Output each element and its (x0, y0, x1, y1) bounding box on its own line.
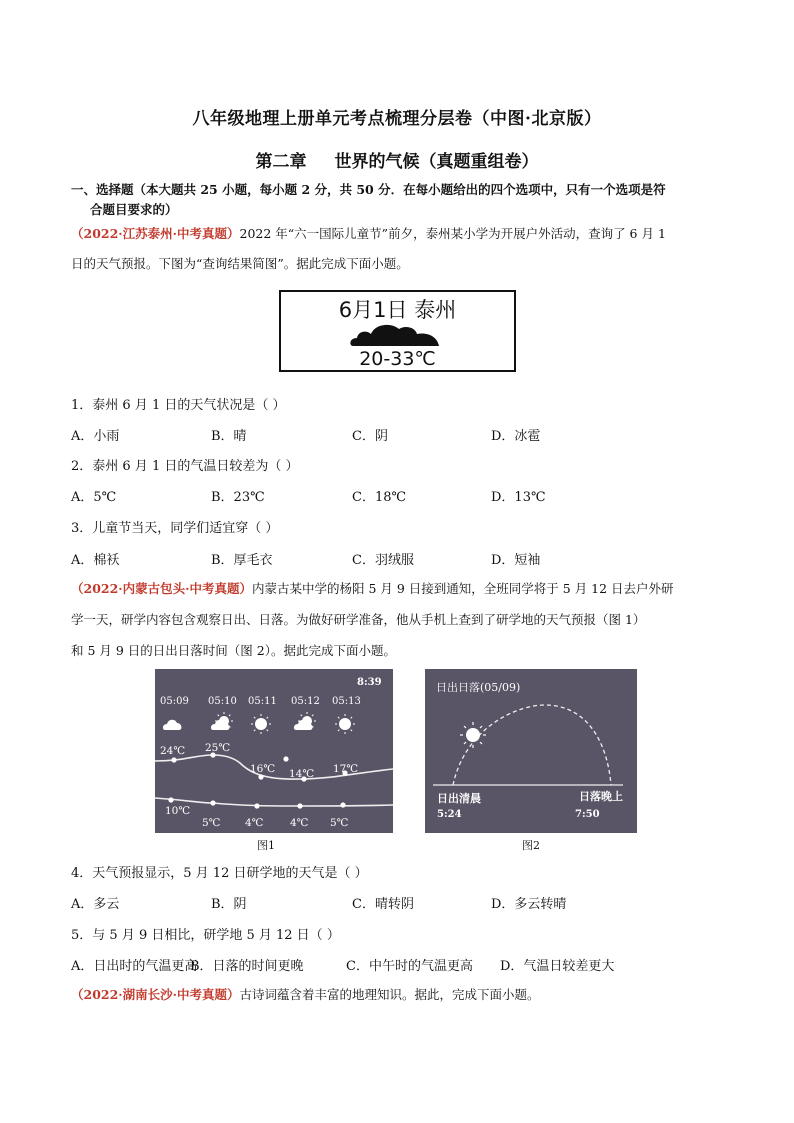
answer-option[interactable]: B．阴 (211, 897, 247, 912)
source-tag: （2022·湖南长沙·中考真题） (71, 987, 240, 1002)
sun-icon (460, 722, 486, 748)
answer-option[interactable]: C．羽绒服 (352, 553, 414, 568)
source-tag: （2022·内蒙古包头·中考真题） (71, 581, 252, 596)
section-heading-line1: 一、选择题（本大题共 25 小题，每小题 2 分，共 50 分．在每小题给出的四个选项中，只有一个选项是符 (71, 182, 666, 197)
fig2-caption: 图2 (522, 839, 540, 852)
block2-intro (71, 579, 731, 661)
forecast-time: 8:39 (357, 677, 382, 688)
answer-option[interactable]: D．13℃ (491, 490, 546, 505)
chapter-number: 第二章 (255, 152, 307, 172)
sunset-time: 7:50 (575, 809, 600, 820)
answer-option[interactable]: C．阴 (352, 429, 388, 444)
answer-option[interactable]: D．短袖 (491, 553, 541, 568)
high-temp-label: 24℃ (160, 745, 186, 757)
block2-text-line3: 和 5 月 9 日的日出日落时间（图 2）。据此完成下面小题。 (71, 643, 396, 658)
answer-option[interactable]: A．多云 (71, 897, 120, 912)
answer-option[interactable]: B．晴 (211, 429, 247, 444)
low-temp-point (210, 800, 215, 805)
block3-text-line1: 古诗词蕴含着丰富的地理知识。据此，完成下面小题。 (239, 987, 540, 1002)
forecast-date: 05:09 (160, 696, 189, 707)
answer-option[interactable]: A．5℃ (71, 490, 117, 505)
question-stem: 3．儿童节当天，同学们适宜穿（ ） (71, 521, 279, 536)
question-stem: 2．泰州 6 月 1 日的气温日较差为（ ） (71, 459, 299, 474)
source-tag: （2022·江苏泰州·中考真题） (71, 226, 240, 241)
partly-sunny-icon (211, 712, 233, 730)
sunrise-sunset-figure (425, 669, 637, 833)
partly-sunny-icon (294, 712, 316, 730)
sunset-label: 日落晚上 (579, 790, 623, 803)
low-temp-label: 5℃ (202, 817, 221, 829)
weather-box-title: 6月1日 泰州 (338, 298, 457, 322)
answer-option[interactable]: D．多云转晴 (491, 897, 567, 912)
answer-option[interactable]: D．冰雹 (491, 429, 541, 444)
section-heading-line2: 合题目要求的） (90, 202, 178, 217)
low-temp-point (340, 802, 345, 807)
forecast-date: 05:11 (248, 696, 277, 707)
low-temp-label: 10℃ (165, 805, 191, 817)
high-temp-label: 14℃ (289, 768, 315, 780)
high-temp-label: 17℃ (333, 763, 359, 775)
low-temp-point (254, 803, 259, 808)
block1-text-line2: 日的天气预报。下图为“查询结果简图”。据此完成下面小题。 (71, 256, 409, 271)
answer-option[interactable]: A．日出时的气温更高 (71, 959, 198, 974)
page-title: 八年级地理上册单元考点梳理分层卷（中图·北京版） (192, 109, 602, 129)
low-temp-label: 5℃ (330, 817, 349, 829)
sunrise-label: 日出清晨 (437, 792, 481, 805)
high-temp-point (171, 757, 176, 762)
low-temp-label: 4℃ (245, 817, 264, 829)
answer-option[interactable]: B．厚毛衣 (211, 553, 273, 568)
answer-option[interactable]: B．日落的时间更晚 (190, 959, 304, 974)
block1-intro (71, 224, 731, 274)
low-temp-point (297, 803, 302, 808)
question-stem: 5．与 5 月 9 日相比，研学地 5 月 12 日（ ） (71, 928, 340, 943)
question-stem: 1．泰州 6 月 1 日的天气状况是（ ） (71, 398, 286, 413)
sun-icon (335, 714, 355, 734)
answer-option[interactable]: A．小雨 (71, 429, 120, 444)
answer-option[interactable]: C．中午时的气温更高 (346, 959, 473, 974)
fig1-caption: 图1 (257, 839, 275, 852)
answer-option[interactable]: C．18℃ (352, 490, 407, 505)
low-temp-point (168, 797, 173, 802)
high-temp-point (258, 774, 263, 779)
forecast-point (283, 756, 288, 761)
high-temp-label: 16℃ (250, 763, 276, 775)
sunrise-time: 5:24 (437, 809, 462, 820)
answer-option[interactable]: A．棉袄 (71, 553, 120, 568)
section-heading (71, 180, 731, 220)
cloudy-icon (163, 720, 182, 730)
sunrise-sunset-chart (425, 669, 637, 833)
forecast-date: 05:12 (291, 696, 320, 707)
forecast-date: 05:10 (208, 696, 237, 707)
answer-option[interactable]: C．晴转阴 (352, 897, 414, 912)
answer-option[interactable]: B．23℃ (211, 490, 265, 505)
forecast-date: 05:13 (332, 696, 361, 707)
high-temp-label: 25℃ (205, 742, 231, 754)
cloud-icon (349, 322, 444, 348)
weather-result-box (279, 290, 516, 372)
forecast-figure (155, 669, 393, 833)
chapter-subtitle: 世界的气候（真题重组卷） (334, 152, 539, 172)
sun-icon (251, 714, 271, 734)
block2-text-line2: 学一天，研学内容包含观察日出、日落。为做好研学准备，他从手机上查到了研学地的天气预报（图 1） (71, 612, 646, 627)
question-stem: 4．天气预报显示，5 月 12 日研学地的天气是（ ） (71, 866, 368, 881)
answer-option[interactable]: D．气温日较差更大 (500, 959, 615, 974)
sunrise-sunset-title: 日出日落(05/09) (436, 681, 521, 694)
block1-text-line1: 2022 年“六一国际儿童节”前夕，泰州某小学为开展户外活动，查询了 6 月 1 (239, 226, 666, 241)
chapter-title (0, 147, 794, 172)
block2-text-line1: 内蒙古某中学的杨阳 5 月 9 日接到通知，全班同学将于 5 月 12 日去户外研 (252, 581, 674, 596)
block3-intro (71, 985, 731, 1005)
weather-box-temp: 20-33℃ (359, 348, 436, 370)
forecast-chart (155, 669, 393, 833)
low-temp-label: 4℃ (290, 817, 309, 829)
